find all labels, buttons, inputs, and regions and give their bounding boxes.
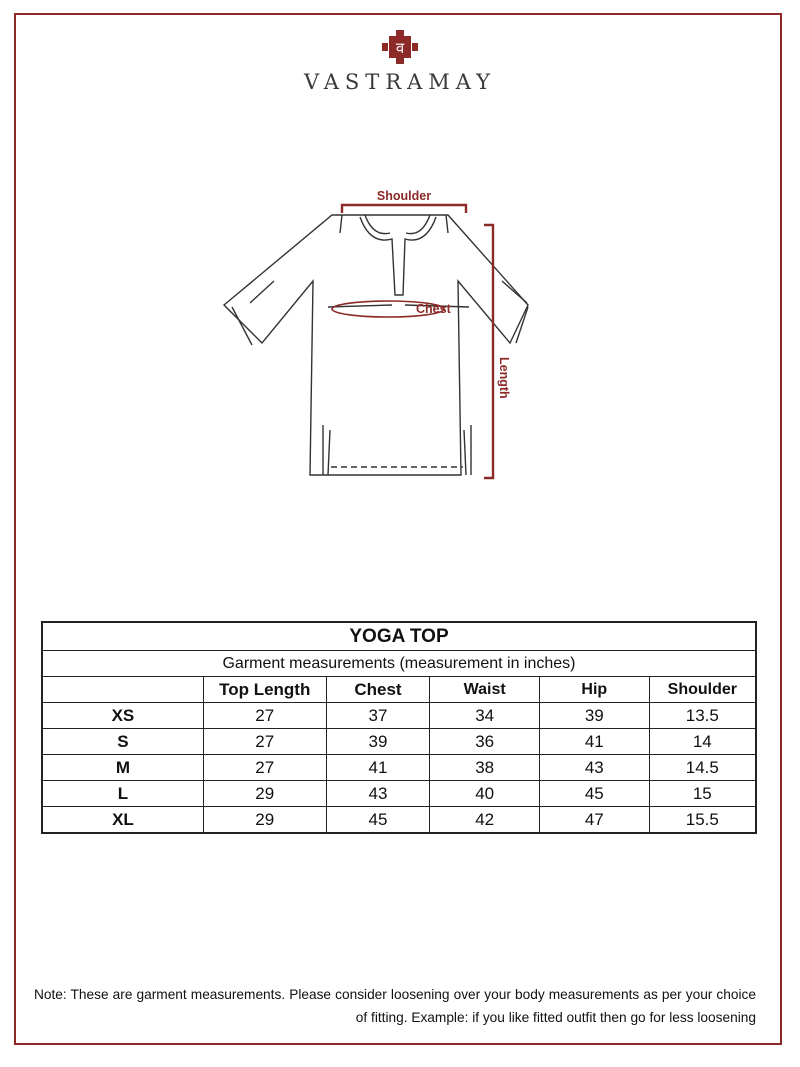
size-cell: XL: [42, 807, 203, 834]
table-row: [42, 781, 756, 807]
logo-glyph: व: [395, 39, 405, 57]
garment-diagram: [220, 185, 530, 485]
size-chart-table: [41, 621, 757, 834]
chest-cell: 43: [326, 781, 430, 807]
hip-cell: 39: [540, 703, 650, 729]
hip-cell: 45: [540, 781, 650, 807]
waist-cell: 40: [430, 781, 540, 807]
chest-cell: 37: [326, 703, 430, 729]
header-hip: Hip: [540, 677, 650, 703]
shoulder-label: Shoulder: [376, 189, 432, 203]
top-length-cell: 27: [203, 703, 326, 729]
header-top-length: Top Length: [203, 677, 326, 703]
header-chest: Chest: [326, 677, 430, 703]
chest-label: Chest: [416, 302, 451, 316]
hip-cell: 41: [540, 729, 650, 755]
top-length-cell: 29: [203, 781, 326, 807]
shoulder-cell: 15.5: [649, 807, 756, 834]
chest-cell: 45: [326, 807, 430, 834]
size-cell: L: [42, 781, 203, 807]
table-title-row: [42, 622, 756, 651]
brand-name: VASTRAMAY: [304, 70, 496, 94]
page-border: [14, 13, 782, 1045]
shoulder-cell: 14: [649, 729, 756, 755]
shoulder-cell: 14.5: [649, 755, 756, 781]
size-cell: XS: [42, 703, 203, 729]
shoulder-cell: 15: [649, 781, 756, 807]
table-subtitle: Garment measurements (measurement in inches): [42, 651, 756, 677]
table-title: YOGA TOP: [42, 622, 756, 651]
size-cell: M: [42, 755, 203, 781]
header-size: [42, 677, 203, 703]
waist-cell: 42: [430, 807, 540, 834]
waist-cell: 38: [430, 755, 540, 781]
table-row: [42, 703, 756, 729]
top-length-cell: 27: [203, 755, 326, 781]
header-shoulder: Shoulder: [649, 677, 756, 703]
table-row: [42, 755, 756, 781]
top-length-cell: 29: [203, 807, 326, 834]
size-cell: S: [42, 729, 203, 755]
length-label: Length: [497, 357, 511, 399]
hip-cell: 47: [540, 807, 650, 834]
header-waist: Waist: [430, 677, 540, 703]
fit-note: Note: These are garment measurements. Please consider loosening over your body measurements as per your choice of fitting. Example: if you like fitted outfit then go for less loosening: [34, 986, 756, 1025]
chest-cell: 41: [326, 755, 430, 781]
table-row: [42, 729, 756, 755]
hip-cell: 43: [540, 755, 650, 781]
table-row: [42, 807, 756, 834]
top-length-cell: 27: [203, 729, 326, 755]
table-subtitle-row: [42, 651, 756, 677]
waist-cell: 34: [430, 703, 540, 729]
brand-logo: [0, 30, 800, 94]
waist-cell: 36: [430, 729, 540, 755]
shoulder-cell: 13.5: [649, 703, 756, 729]
logo-mark-icon: [382, 30, 418, 64]
table-header-row: [42, 677, 756, 703]
chest-cell: 39: [326, 729, 430, 755]
